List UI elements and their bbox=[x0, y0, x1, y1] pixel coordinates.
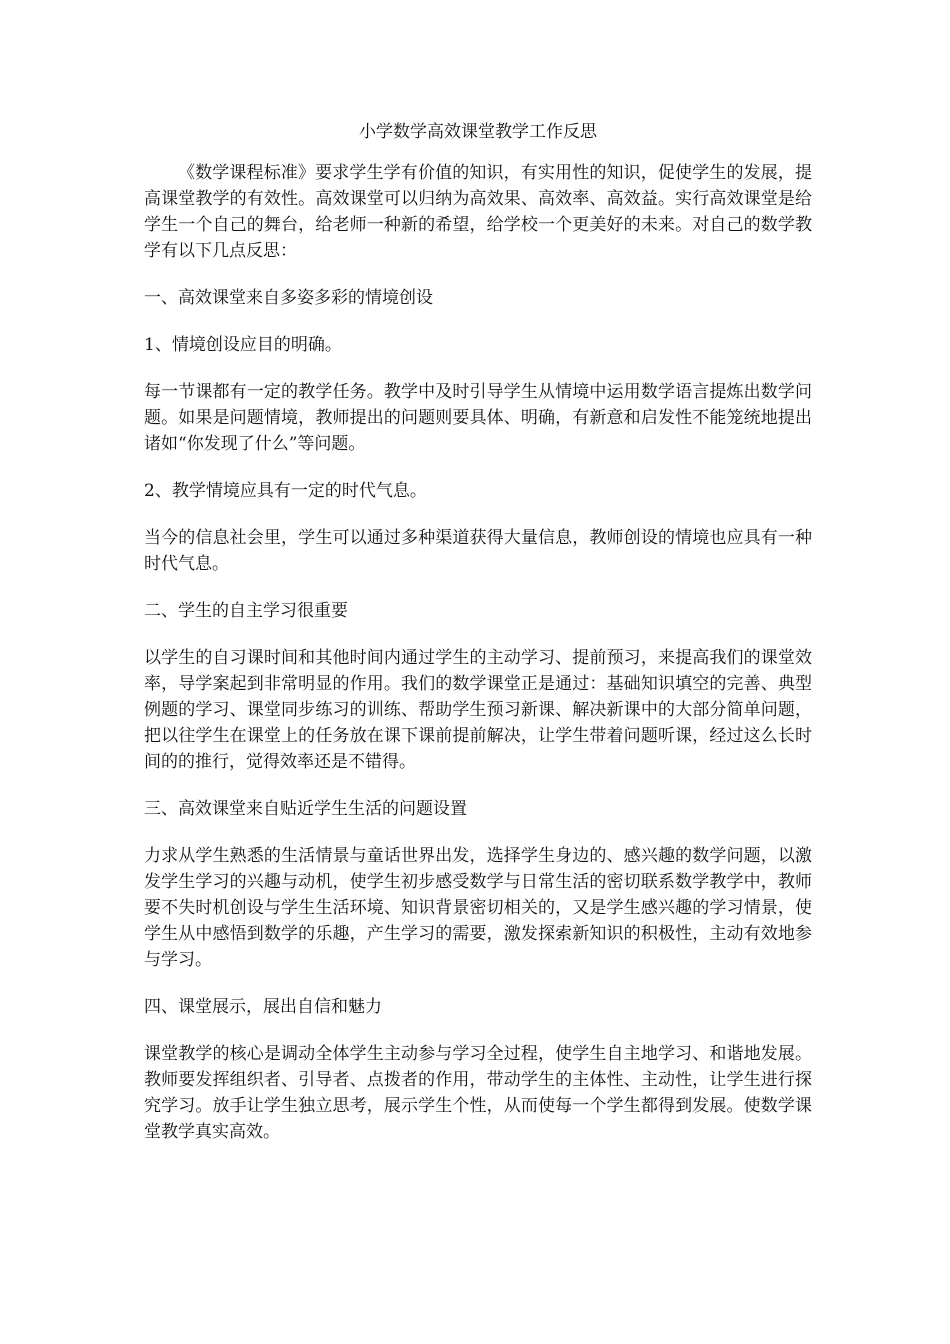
section-4-heading: 四、课堂展示，展出自信和魅力 bbox=[144, 997, 382, 1017]
section-1-sub-2-paragraph: 当今的信息社会里，学生可以通过多种渠道获得大量信息，教师创设的情境也应具有一种时代气息。 bbox=[144, 528, 812, 574]
section-3-heading: 三、高效课堂来自贴近学生生活的问题设置 bbox=[144, 799, 467, 819]
document-body bbox=[144, 118, 812, 1166]
section-1-sub-2-heading: 2、教学情境应具有一定的时代气息。 bbox=[144, 481, 427, 501]
intro-paragraph: 《数学课程标准》要求学生学有价值的知识，有实用性的知识，促使学生的发展，提高课堂教学的有效性。高效课堂可以归纳为高效果、高效率、高效益。实行高效课堂是给学生一个自己的舞台，给老师一种新的希望，给学校一个更美好的未来。对自己的数学教学有以下几点反思： bbox=[144, 163, 812, 261]
section-1-sub-1-paragraph: 每一节课都有一定的教学任务。教学中及时引导学生从情境中运用数学语言提炼出数学问题。如果是问题情境，教师提出的问题则要具体、明确，有新意和启发性不能笼统地提出诸如“你发现了什么”等问题。 bbox=[144, 382, 812, 454]
section-2-paragraph: 以学生的自习课时间和其他时间内通过学生的主动学习、提前预习，来提高我们的课堂效率，导学案起到非常明显的作用。我们的数学课堂正是通过：基础知识填空的完善、典型例题的学习、课堂同步练习的训练、帮助学生预习新课、解决新课中的大部分简单问题，把以往学生在课堂上的任务放在课下课前提前解决，让学生带着问题听课，经过这么长时间的的推行，觉得效率还是不错得。 bbox=[144, 648, 812, 772]
section-1-heading: 一、高效课堂来自多姿多彩的情境创设 bbox=[144, 288, 433, 308]
document-title: 小学数学高效课堂教学工作反思 bbox=[359, 122, 597, 142]
section-4-paragraph: 课堂教学的核心是调动全体学生主动参与学习全过程，使学生自主地学习、和谐地发展。教师要发挥组织者、引导者、点拨者的作用，带动学生的主体性、主动性，让学生进行探究学习。放手让学生独立思考，展示学生个性，从而使每一个学生都得到发展。使数学课堂教学真实高效。 bbox=[144, 1044, 812, 1142]
section-3-paragraph: 力求从学生熟悉的生活情景与童话世界出发，选择学生身边的、感兴趣的数学问题，以激发学生学习的兴趣与动机，使学生初步感受数学与日常生活的密切联系数学教学中，教师要不失时机创设与学生生活环境、知识背景密切相关的，又是学生感兴趣的学习情景，使学生从中感悟到数学的乐趣，产生学习的需要，激发探索新知识的积极性，主动有效地参与学习。 bbox=[144, 846, 812, 970]
section-1-sub-1-heading: 1、情境创设应目的明确。 bbox=[144, 335, 342, 355]
section-2-heading: 二、学生的自主学习很重要 bbox=[144, 601, 348, 621]
